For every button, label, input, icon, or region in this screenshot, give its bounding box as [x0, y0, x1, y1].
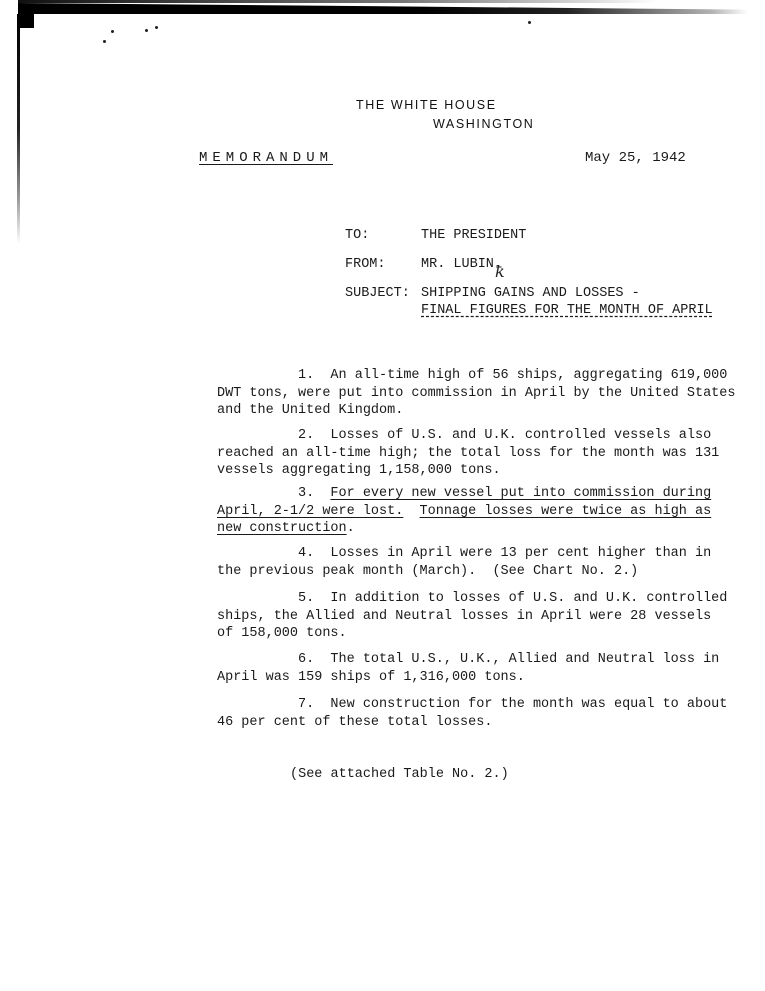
paragraph-line: of 158,000 tons.	[217, 626, 347, 641]
subject-line-2: FINAL FIGURES FOR THE MONTH OF APRIL	[421, 303, 713, 318]
scan-edge-corner-block	[18, 8, 34, 28]
paragraph-line: 2. Losses of U.S. and U.K. controlled vessels also	[217, 428, 712, 443]
to-value: THE PRESIDENT	[421, 228, 527, 243]
memo-label: MEMORANDUM	[199, 150, 334, 166]
handwritten-underline-text: For every new vessel put into commission during	[330, 486, 712, 501]
scan-edge-top-bar	[18, 3, 748, 14]
handwritten-initials: ꝁ	[495, 262, 505, 281]
paragraph-line: 46 per cent of these total losses.	[217, 714, 493, 730]
paragraph-5	[217, 590, 728, 643]
paragraph-6	[217, 651, 720, 686]
memo-date: May 25, 1942	[585, 150, 686, 166]
paragraph-line: 4. Losses in April were 13 per cent higher than in	[217, 546, 712, 561]
paragraph-line: 6. The total U.S., U.K., Allied and Neutral loss in	[217, 652, 720, 667]
paragraph-line: ships, the Allied and Neutral losses in April were 28 vessels	[217, 608, 712, 624]
from-label: FROM:	[345, 257, 386, 272]
paragraph-4	[217, 545, 712, 580]
handwritten-underline-text: Tonnage losses were twice as high as	[419, 503, 712, 519]
paragraph-line: April was 159 ships of 1,316,000 tons.	[217, 669, 525, 685]
paragraph-line: 5. In addition to losses of U.S. and U.K. controlled	[217, 591, 728, 606]
scan-speck	[528, 21, 531, 24]
paragraph-line	[217, 503, 712, 521]
letterhead-city: WASHINGTON	[433, 117, 535, 131]
paragraph-line: new construction.	[217, 521, 355, 536]
paragraph-line: 3. For every new vessel put into commission during	[217, 486, 712, 501]
handwritten-underline-text: April, 2-1/2 were lost.	[217, 503, 404, 519]
paragraph-line: the previous peak month (March). (See Chart No. 2.)	[217, 563, 639, 579]
paragraph-line: and the United Kingdom.	[217, 403, 404, 418]
paragraph-line: DWT tons, were put into commission in April by the United States	[217, 385, 736, 401]
paragraph-1	[217, 367, 736, 420]
paragraph-7	[217, 696, 728, 731]
paragraph-line: vessels aggregating 1,158,000 tons.	[217, 463, 501, 478]
paragraph-line: 1. An all-time high of 56 ships, aggregating 619,000	[217, 368, 728, 383]
attachment-note: (See attached Table No. 2.)	[290, 767, 509, 782]
scan-speck	[103, 40, 106, 43]
paragraph-line: 7. New construction for the month was equal to about	[217, 697, 728, 712]
to-label: TO:	[345, 228, 370, 243]
paragraph-2	[217, 427, 720, 480]
scan-speck	[111, 30, 114, 33]
scan-speck	[145, 29, 148, 32]
paragraph-line: reached an all-time high; the total loss for the month was 131	[217, 445, 720, 461]
subject-line-1: SHIPPING GAINS AND LOSSES -	[421, 286, 640, 301]
handwritten-underline-text: new construction	[217, 521, 347, 536]
scan-edge-left-line	[17, 14, 20, 244]
scan-speck	[155, 26, 158, 29]
subject-label: SUBJECT:	[345, 286, 410, 301]
letterhead-title: THE WHITE HOUSE	[356, 98, 497, 112]
paragraph-3	[217, 485, 712, 538]
from-value: MR. LUBIN	[421, 257, 494, 272]
scan-edge-top-line	[18, 0, 658, 3]
